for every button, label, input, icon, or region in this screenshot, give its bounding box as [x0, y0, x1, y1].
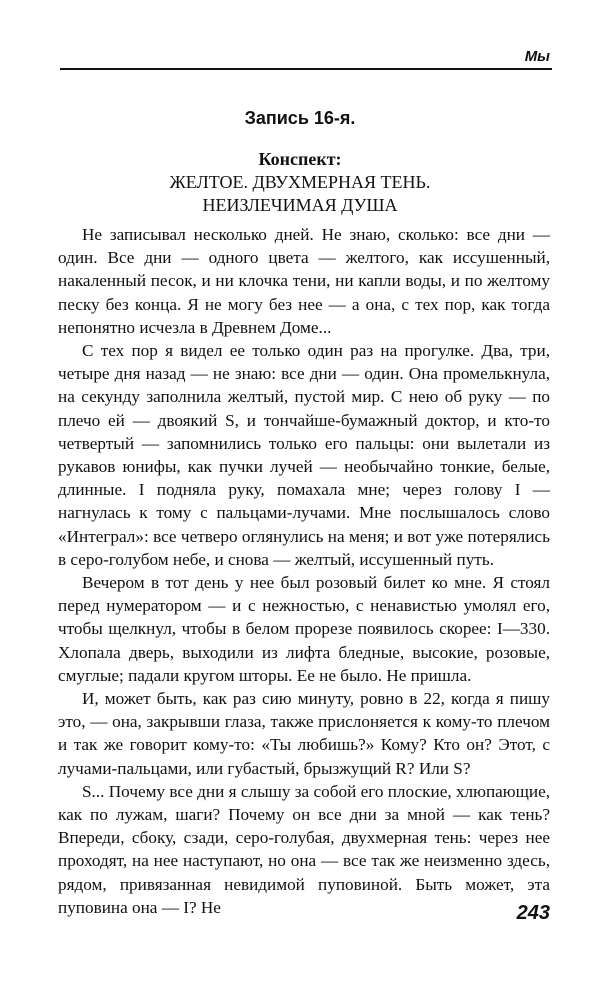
summary-label: Конспект: [258, 149, 342, 169]
paragraph-2: С тех пор я видел ее только один раз на прогулке. Два, три, четыре дня назад — не знаю: все дни — один. Она промелькнула, на секунду заполнила желтый, пустой мир. С нею об руку — по плечо ей — двоякий S, и тончайше-бумажный доктор, и кто-то четвертый — запомнились только его пальцы: они вылетали из рукавов юнифы, как пучки лучей — необычайно тонкие, белые, длинные. I подняла руку, помахала мне; через голову I — нагнулась к тому с пальцами-лучами. Мне послышалось слово «Интеграл»: все четверо оглянулись на меня; и вот уже потерялись в серо-голубом небе, и снова — желтый, иссушенный путь. [58, 341, 550, 569]
entry-summary [0, 148, 600, 217]
header-rule [60, 68, 552, 70]
entry-title: Запись 16-я. [244, 108, 356, 128]
paragraph-1: Не записывал несколько дней. Не знаю, сколько: все дни — один. Все дни — одного цвета — желтого, как иссушенный, накаленный песок, и ни клочка тени, ни капли воды, и по желтому песку без конца. Я не могу без нее — а она, с тех пор, как тогда непонятно исчезла в Древнем Доме... [58, 225, 550, 337]
summary-line-2: НЕИЗЛЕЧИМАЯ ДУША [202, 195, 398, 215]
summary-line-1: ЖЕЛТОЕ. ДВУХМЕРНАЯ ТЕНЬ. [169, 172, 431, 192]
page-number: 243 [516, 902, 550, 924]
paragraph-4: И, может быть, как раз сию минуту, ровно в 22, когда я пишу это, — она, закрывши глаза, также прислоняется к кому-то плечом и так же говорит кому-то: «Ты любишь?» Кому? Кто он? Этот, с лучами-пальцами, или губастый, брызжущий R? Или S? [58, 689, 550, 778]
running-head: Мы [524, 48, 550, 65]
body-text [58, 223, 550, 919]
paragraph-5: S... Почему все дни я слышу за собой его плоские, хлюпающие, как по лужам, шаги? Почему он все дни за мной — как тень? Впереди, сбоку, сзади, серо-голубая, двухмерная тень: через нее проходят, на нее наступают, но она — все так же неизменно здесь, рядом, привязанная невидимой пуповиной. Быть может, эта пуповина она — I? Не [58, 781, 550, 917]
paragraph-3: Вечером в тот день у нее был розовый билет ко мне. Я стоял перед нумератором — и с нежностью, с ненавистью умолял его, чтобы щелкнул, чтобы в белом прорезе появилось скорее: I—330. Хлопала дверь, выходили из лифта бледные, высокие, розовые, смуглые; падали кругом шторы. Ее не было. Не пришла. [58, 573, 550, 685]
